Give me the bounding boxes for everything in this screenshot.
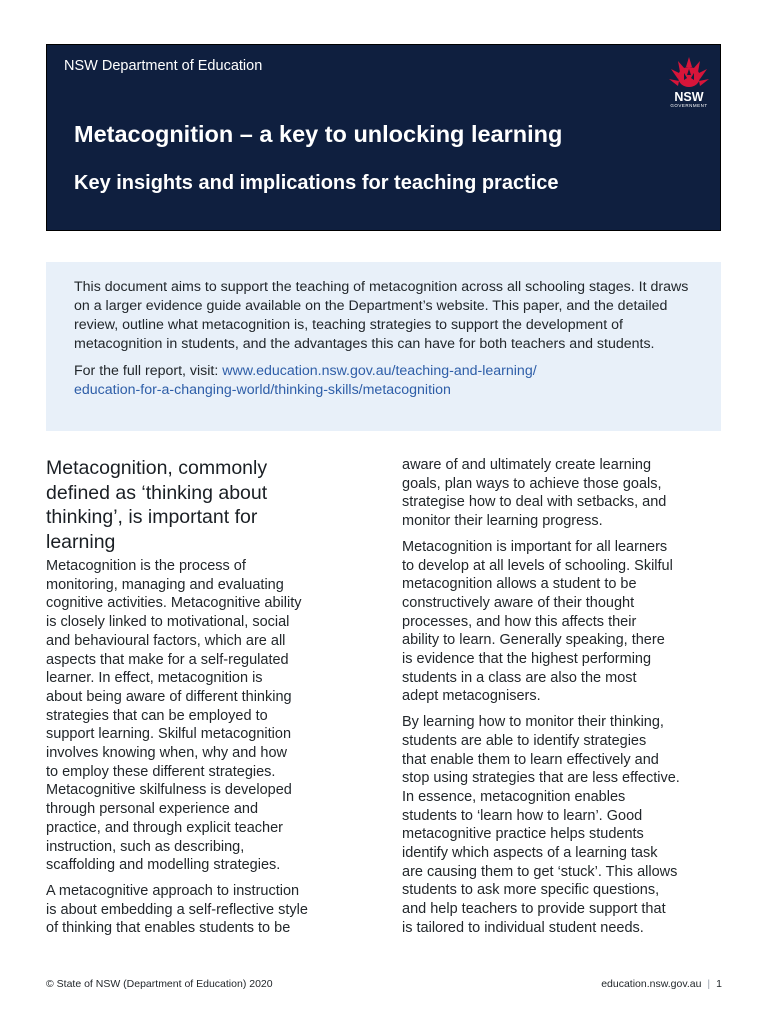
text-line: Metacognition is important for all learners <box>402 538 668 555</box>
footer-website[interactable]: education.nsw.gov.au <box>601 978 702 990</box>
intro-box <box>46 262 721 431</box>
text-line: that enable them to learn effectively and <box>402 751 659 768</box>
text-line: about being aware of different thinking <box>46 688 292 705</box>
text-line: scaffolding and modelling strategies. <box>46 857 281 874</box>
heading-line: learning <box>46 530 116 553</box>
text-line: metacognitive practice helps students <box>402 826 644 843</box>
text-line: of thinking that enables students to be <box>46 920 291 937</box>
text-line: instruction, such as describing, <box>46 838 245 855</box>
text-line: stop using strategies that are less effective. <box>402 770 680 787</box>
body-paragraph <box>46 882 364 938</box>
text-line: monitoring, managing and evaluating <box>46 576 284 593</box>
nsw-government-logo <box>663 53 715 108</box>
text-line: is about embedding a self-reflective style <box>46 901 308 918</box>
text-line: Metacognitive skilfulness is developed <box>46 782 292 799</box>
text-line: students in a class are also the most <box>402 669 637 686</box>
text-line: ability to learn. Generally speaking, there <box>402 632 665 649</box>
body-paragraph <box>402 713 726 937</box>
report-reference <box>74 362 701 400</box>
footer-separator: | <box>707 978 711 990</box>
text-line: and help teachers to provide support that <box>402 901 666 918</box>
text-line: to employ these different strategies. <box>46 763 276 780</box>
page-subtitle: Key insights and implications for teaching practice <box>74 172 559 194</box>
text-line: monitor their learning progress. <box>402 513 603 530</box>
text-line: By learning how to monitor their thinking, <box>402 714 664 731</box>
footer-right <box>601 978 722 990</box>
header-banner <box>46 44 721 231</box>
text-line: constructively aware of their thought <box>402 594 635 611</box>
logo-text: NSW <box>674 90 704 104</box>
intro-paragraph: This document aims to support the teaching of metacognition across all schooling stages. It draws on a larger evidence guide available on the Department’s website. This paper, and the detailed review, outline what metacognition is, teaching strategies to support the development of metacognition in students, and the advantages this can have for both teachers and students. <box>74 279 689 352</box>
text-line: are causing them to get ‘stuck’. This allows <box>402 863 678 880</box>
section-heading <box>46 456 364 554</box>
body-paragraph <box>402 456 726 531</box>
text-line: strategise how to deal with setbacks, and <box>402 494 667 511</box>
text-line: and behavioural factors, which are all <box>46 632 286 649</box>
text-line: aware of and ultimately create learning <box>402 457 652 473</box>
page-number: 1 <box>716 978 722 990</box>
waratah-icon <box>663 53 715 93</box>
text-line: is tailored to individual student needs. <box>402 919 644 936</box>
report-link-line2[interactable]: education-for-a-changing-world/thinking-skills/metacognition <box>74 382 451 398</box>
text-line: through personal experience and <box>46 801 259 818</box>
text-line: students to ask more specific questions, <box>402 882 660 899</box>
body-paragraph <box>402 538 726 706</box>
text-line: to develop at all levels of schooling. Skilful <box>402 557 673 574</box>
text-line: strategies that can be employed to <box>46 707 268 724</box>
text-line: adept metacognisers. <box>402 688 541 705</box>
left-column <box>46 456 364 945</box>
text-line: involves knowing when, why and how <box>46 745 287 762</box>
footer-copyright: © State of NSW (Department of Education) 2020 <box>46 978 273 990</box>
department-name: NSW Department of Education <box>64 58 263 74</box>
body-paragraph <box>46 557 364 875</box>
logo-subtext: GOVERNMENT <box>670 103 708 108</box>
text-line: goals, plan ways to achieve those goals, <box>402 475 662 492</box>
text-line: aspects that make for a self-regulated <box>46 651 289 668</box>
text-line: cognitive activities. Metacognitive ability <box>46 595 302 612</box>
text-line: processes, and how this affects their <box>402 613 637 630</box>
text-line: Metacognition is the process of <box>46 558 246 574</box>
text-line: is closely linked to motivational, social <box>46 614 290 631</box>
right-column <box>402 456 726 945</box>
text-line: metacognition allows a student to be <box>402 576 637 593</box>
text-line: A metacognitive approach to instruction <box>46 882 300 899</box>
text-line: students to ‘learn how to learn’. Good <box>402 807 643 824</box>
text-line: practice, and through explicit teacher <box>46 819 283 836</box>
text-line: identify which aspects of a learning task <box>402 845 658 862</box>
text-line: learner. In effect, metacognition is <box>46 670 263 687</box>
text-line: support learning. Skilful metacognition <box>46 726 292 743</box>
heading-line: Metacognition, commonly <box>46 457 268 479</box>
heading-line: defined as ‘thinking about <box>46 481 268 504</box>
heading-line: thinking’, is important for <box>46 506 258 528</box>
report-link-line1[interactable]: www.education.nsw.gov.au/teaching-and-learning/ <box>222 363 537 379</box>
text-line: In essence, metacognition enables <box>402 788 626 805</box>
text-line: is evidence that the highest performing <box>402 651 652 668</box>
page-title: Metacognition – a key to unlocking learning <box>74 121 563 147</box>
text-line: students are able to identify strategies <box>402 732 647 749</box>
report-prefix: For the full report, visit: <box>74 363 223 379</box>
